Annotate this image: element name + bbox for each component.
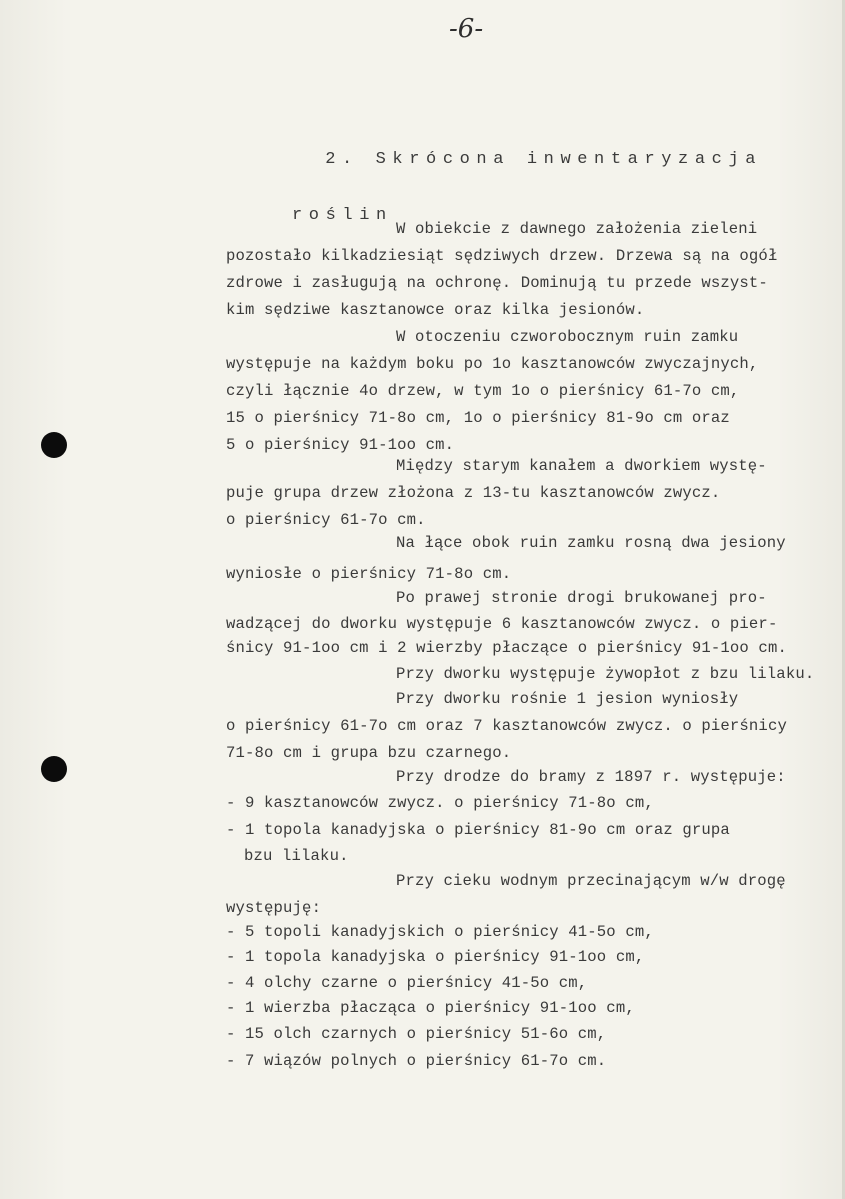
text-line: - 1 wierzba płacząca o pierśnicy 91-1oo cm, [226,999,635,1017]
text-line: Między starym kanałem a dworkiem wystę- [396,457,767,475]
section-heading-line-1: 2. Skrócona inwentaryzacja [325,150,763,169]
text-line: 15 o pierśnicy 71-8o cm, 1o o pierśnicy 81-9o cm oraz [226,409,730,427]
text-line: - 4 olchy czarne o pierśnicy 41-5o cm, [226,974,588,992]
text-line: puje grupa drzew złożona z 13-tu kasztanowców zwycz. [226,484,721,502]
text-line: 71-8o cm i grupa bzu czarnego. [226,744,512,762]
page-number: -6- [449,14,484,44]
text-line: wyniosłe o pierśnicy 71-8o cm. [226,565,512,583]
text-line: śnicy 91-1oo cm i 2 wierzby płaczące o pierśnicy 91-1oo cm. [226,639,787,657]
text-line: wadzącej do dworku występuje 6 kasztanowców zwycz. o pier- [226,615,778,633]
text-line: o pierśnicy 61-7o cm oraz 7 kasztanowców zwycz. o pierśnicy [226,717,787,735]
text-line: kim sędziwe kasztanowce oraz kilka jesionów. [226,301,645,319]
text-line: bzu lilaku. [244,847,349,865]
text-line: W obiekcie z dawnego założenia zieleni [396,220,758,238]
section-heading-line-2: roślin [292,206,393,225]
text-line: Przy cieku wodnym przecinającym w/w drogę [396,872,786,890]
text-line: o pierśnicy 61-7o cm. [226,511,426,529]
text-line: czyli łącznie 4o drzew, w tym 1o o pierśnicy 61-7o cm, [226,382,740,400]
binder-hole [41,432,67,458]
text-line: Po prawej stronie drogi brukowanej pro- [396,589,767,607]
text-line: - 15 olch czarnych o pierśnicy 51-6o cm, [226,1025,607,1043]
text-line: występuje na każdym boku po 1o kasztanowców zwyczajnych, [226,355,759,373]
text-line: 5 o pierśnicy 91-1oo cm. [226,436,455,454]
text-line: zdrowe i zasługują na ochronę. Dominują tu przede wszyst- [226,274,768,292]
binder-hole [41,756,67,782]
text-line: występuję: [226,899,322,917]
text-line: pozostało kilkadziesiąt sędziwych drzew. Drzewa są na ogół [226,247,778,265]
text-line: - 9 kasztanowców zwycz. o pierśnicy 71-8o cm, [226,794,654,812]
text-line: Przy dworku rośnie 1 jesion wyniosły [396,690,739,708]
text-line: - 5 topoli kanadyjskich o pierśnicy 41-5o cm, [226,923,654,941]
text-line: Przy drodze do bramy z 1897 r. występuje: [396,768,786,786]
text-line: - 1 topola kanadyjska o pierśnicy 81-9o cm oraz grupa [226,821,730,839]
text-line: - 1 topola kanadyjska o pierśnicy 91-1oo cm, [226,948,645,966]
text-line: Na łące obok ruin zamku rosną dwa jesiony [396,534,786,552]
text-line: Przy dworku występuje żywopłot z bzu lilaku. [396,665,815,683]
text-line: W otoczeniu czworobocznym ruin zamku [396,328,739,346]
text-line: - 7 wiązów polnych o pierśnicy 61-7o cm. [226,1052,607,1070]
